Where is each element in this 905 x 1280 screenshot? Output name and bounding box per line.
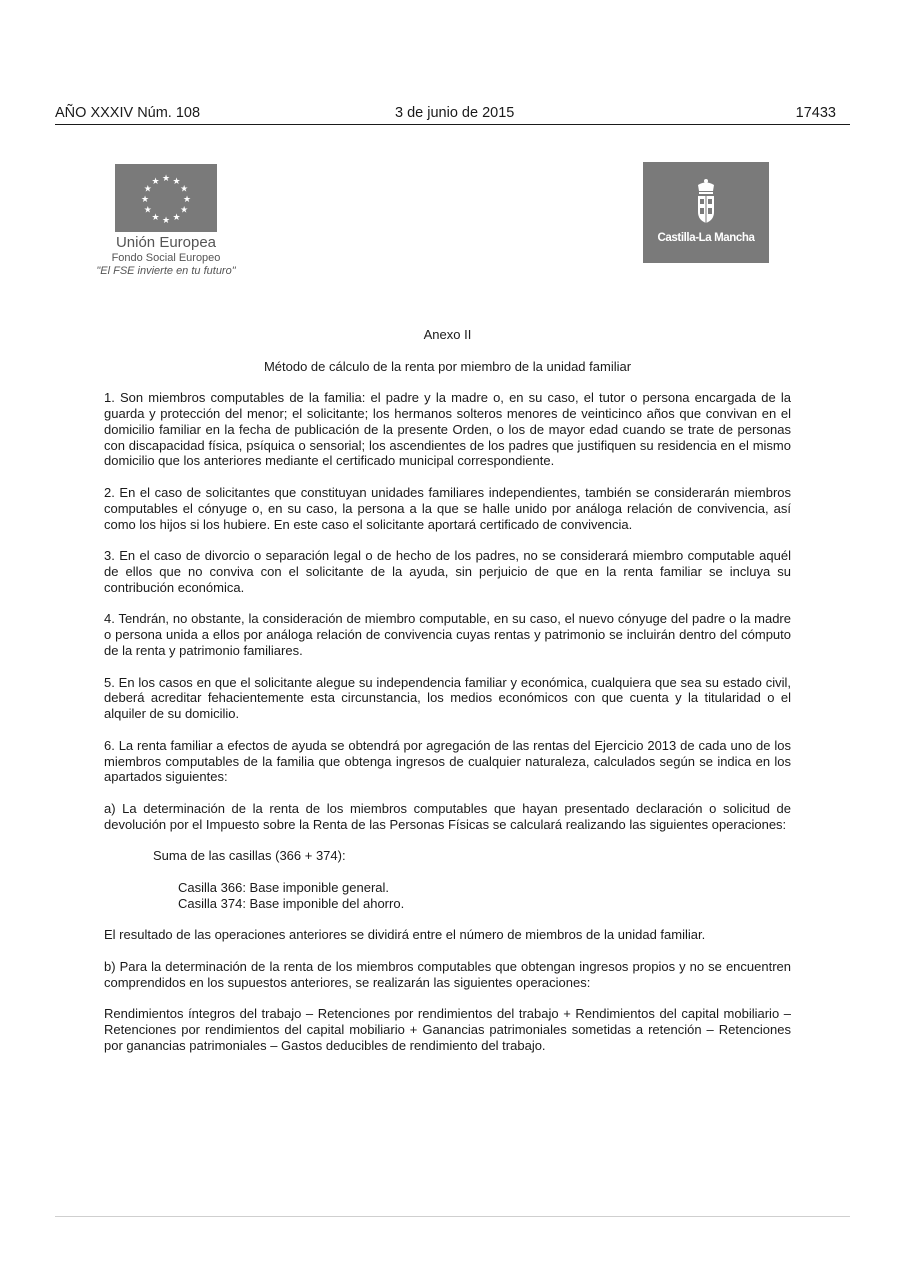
eu-logo-title: Unión Europea: [115, 234, 217, 251]
svg-text:★: ★: [151, 176, 160, 187]
formula-paragraph: Rendimientos íntegros del trabajo – Retenciones por rendimientos del trabajo + Rendimientos del capital mobiliario – Retenciones por rendimientos del capital mobiliario + Ganancias patrimoniales sometidas a retención – Retenciones por ganancias patrimoniales – Gastos deducibles de rendimiento del trabajo.: [104, 1006, 791, 1053]
paragraph-3: 3. En el caso de divorcio o separación legal o de hecho de los padres, no se considerará miembro computable aquél de ellos que no conviva con el solicitante de la ayuda, sin perjuicio de que en la renta familiar se incluya su contribución económica.: [104, 548, 791, 595]
paragraph-b: b) Para la determinación de la renta de los miembros computables que obtengan ingresos propios y no se encuentren comprendidos en los supuestos anteriores, se realizarán las siguientes operaciones:: [104, 958, 791, 990]
svg-text:★: ★: [180, 205, 189, 216]
crown-shield-icon: [692, 178, 720, 226]
svg-text:★: ★: [140, 195, 150, 205]
footer-divider: [55, 1216, 850, 1217]
paragraph-1: 1. Son miembros computables de la familia: el padre y la madre o, en su caso, el tutor o persona encargada de la guarda y protección del menor; el solicitante; los hermanos solteros menores de veinticinco años que convivan en el domicilio familiar en la fecha de publicación de la presente Orden, o los de mayor edad cuando se trate de personas con discapacidad física, psíquica o sensorial; los ascendientes de los padres que justifiquen su residencia en el mismo domicilio que los anteriores mediante el certificado municipal correspondiente.: [104, 390, 791, 469]
castilla-la-mancha-logo: [643, 162, 769, 263]
svg-text:★: ★: [172, 213, 181, 224]
svg-text:★: ★: [143, 205, 152, 216]
svg-text:★: ★: [151, 213, 160, 224]
paragraph-4: 4. Tendrán, no obstante, la consideración de miembro computable, en su caso, el nuevo cónyuge del padre o la madre o persona unida a ellos por análoga relación de convivencia cuyas rentas y patrimonio se incluirán dentro del cómputo de la renta y patrimonio familiares.: [104, 611, 791, 658]
eu-logo-subtitle: Fondo Social Europeo: [111, 252, 221, 264]
paragraph-2: 2. En el caso de solicitantes que constituyan unidades familiares independientes, también se considerarán miembros computables el cónyuge o, en su caso, la persona a la que se halle unido por análoga relación de convivencia, así como los hijos si los hubiere. En este caso el solicitante aportará certificado de convivencia.: [104, 484, 791, 532]
clm-logo-name: Castilla-La Mancha: [657, 232, 755, 244]
casilla-366: Casilla 366: Base imponible general.: [178, 879, 390, 895]
svg-text:★: ★: [182, 195, 192, 205]
page-number: 17433: [795, 105, 836, 121]
svg-text:★: ★: [161, 216, 171, 226]
header-divider: [55, 124, 850, 125]
paragraph-6: 6. La renta familiar a efectos de ayuda se obtendrá por agregación de las rentas del Ejercicio 2013 de cada uno de los miembros computables de la familia que obtenga ingresos de cualquier naturaleza, calculados según se indica en los apartados siguientes:: [104, 737, 791, 785]
svg-text:★: ★: [143, 184, 152, 195]
annex-title: Anexo II: [423, 327, 472, 342]
eu-logo: [88, 164, 244, 278]
publication-date: 3 de junio de 2015: [395, 105, 515, 121]
svg-text:★: ★: [172, 176, 181, 187]
svg-text:★: ★: [180, 184, 189, 195]
paragraph-a: a) La determinación de la renta de los miembros computables que hayan presentado declaración o solicitud de devolución por el Impuesto sobre la Renta de las Personas Físicas se calculará realizando las siguientes operaciones:: [104, 800, 791, 832]
casillas-sum: Suma de las casillas (366 + 374):: [153, 848, 346, 864]
paragraph-5: 5. En los casos en que el solicitante alegue su independencia familiar y económica, cualquiera que sea su estado civil, deberá acreditar fehacientemente esta circunstancia, los medios económicos con que cuenta y la titularidad o el alquiler de su domicilio.: [104, 674, 791, 722]
result-paragraph: El resultado de las operaciones anteriores se dividirá entre el número de miembros de la unidad familiar.: [104, 927, 706, 943]
eu-flag-icon: [115, 164, 217, 232]
annex-subtitle: Método de cálculo de la renta por miembro de la unidad familiar: [263, 358, 632, 374]
document-body: [104, 327, 791, 1069]
issue-number: AÑO XXXIV Núm. 108: [55, 105, 201, 121]
eu-logo-quote: "El FSE invierte en tu futuro": [96, 265, 236, 277]
svg-text:★: ★: [161, 174, 171, 184]
casilla-374: Casilla 374: Base imponible del ahorro.: [178, 895, 405, 911]
